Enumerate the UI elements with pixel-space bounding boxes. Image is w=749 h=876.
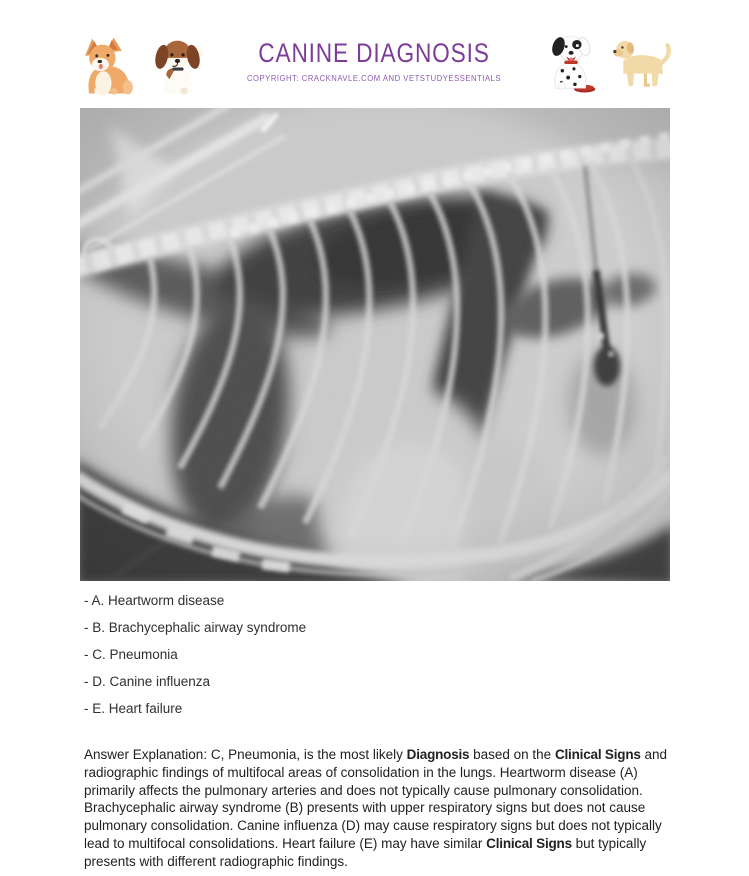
answer-option-e: - E. Heart failure <box>84 701 183 716</box>
answer-option-a: - A. Heartworm disease <box>84 593 225 608</box>
answer-option-b: - B. Brachycephalic airway syndrome <box>84 620 307 635</box>
answer-option-d: - D. Canine influenza <box>84 674 211 689</box>
corgi-illustration <box>80 26 141 104</box>
dalmatian-illustration <box>542 24 604 102</box>
answer-options <box>84 592 684 727</box>
answer-explanation <box>84 746 672 871</box>
thoracic-radiograph-image <box>80 108 670 581</box>
header-dogs-right <box>542 24 682 104</box>
title-block <box>174 38 574 83</box>
explanation-text: and radiographic findings of multifocal areas of consolidation in the lungs. Heartworm disease (A) primarily affects the pulmonary arteries and does not typically cause pulmonary consolidation. Brachycephalic airway syndrome (B) presents with upper respiratory signs but does not cause pulmonary consolidation. Canine influenza (D) may cause respiratory signs but does not typically lead to multifocal consolidations. Heart failure (E) may have similar <box>84 747 667 851</box>
explanation-text: but typically presents with different radiographic findings. <box>84 835 647 869</box>
explanation-text: based on the <box>469 747 555 762</box>
labrador-illustration <box>610 24 672 102</box>
radiograph-artwork <box>80 108 670 581</box>
header <box>0 0 749 106</box>
page-title: CANINE DIAGNOSIS <box>258 38 490 68</box>
answer-option-c: - C. Pneumonia <box>84 647 178 662</box>
explanation-bold-term: Clinical Signs <box>554 747 641 762</box>
explanation-text: Answer Explanation: C, Pneumonia, is the most likely <box>84 747 407 762</box>
explanation-bold-term: Diagnosis <box>406 747 470 762</box>
copyright-line: COPYRIGHT: CRACKNAVLE.COM AND VETSTUDYESSENTIALS <box>246 73 502 83</box>
explanation-bold-term: Clinical Signs <box>486 835 572 851</box>
